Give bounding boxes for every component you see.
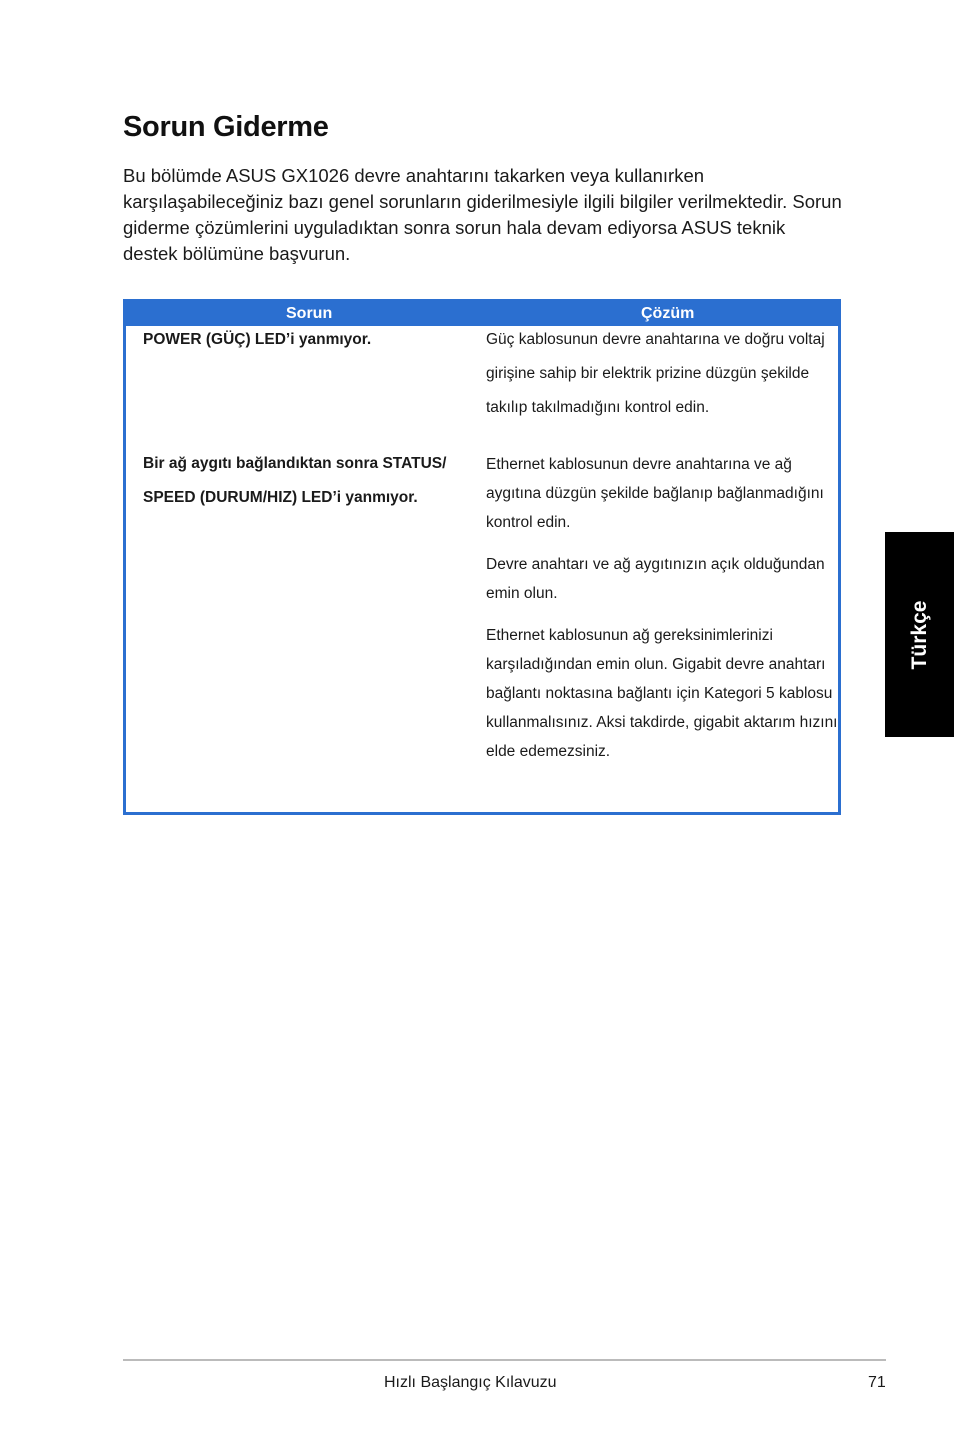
problem-cell-power: POWER (GÜÇ) LED’i yanmıyor.: [143, 331, 372, 348]
header-problem: Sorun: [286, 305, 333, 322]
solution-text: Ethernet kablosunun devre anahtarına ve ağ aygıtına düzgün şekilde bağlanıp bağlanmadığını kontrol edin.: [486, 456, 824, 531]
solution-text: Ethernet kablosunun ağ gereksinimlerinizi karşıladığından emin olun. Gigabit devre anahtarı bağlantı noktasına bağlantı için Kategori 5 kablosu kullanmalısınız. Aksi takdirde, gigabit aktarım hızını elde edemezsiniz.: [486, 627, 838, 760]
solution-cell-status: [486, 450, 841, 779]
intro-text: Bu bölümde ASUS GX1026 devre anahtarını takarken veya kullanırken karşılaşabileceğiniz bazı genel sorunların giderilmesiyle ilgili bilgiler verilmektedir. Sorun giderme çözümlerini uyguladıktan sonra sorun hala devam ediyorsa ASUS teknik destek bölümüne başvurun.: [123, 165, 842, 264]
language-label: Türkçe: [907, 600, 931, 669]
footer-title: Hızlı Başlangıç Kılavuzu: [384, 1374, 557, 1391]
header-solution: Çözüm: [641, 305, 695, 322]
troubleshooting-table: [123, 299, 841, 815]
intro-paragraph: [123, 163, 843, 267]
page-number: 71: [868, 1374, 886, 1391]
page-title: Sorun Giderme: [123, 111, 329, 144]
problem-cell-status: Bir ağ aygıtı bağlandıktan sonra STATUS/ SPEED (DURUM/HIZ) LED’i yanmıyor.: [143, 455, 447, 506]
footer-divider: [123, 1359, 886, 1361]
language-tab: [885, 532, 954, 737]
table-header-row: [126, 299, 838, 326]
solution-text: Devre anahtarı ve ağ aygıtınızın açık olduğundan emin olun.: [486, 556, 825, 602]
solution-cell-power: Güç kablosunun devre anahtarına ve doğru voltaj girişine sahip bir elektrik prizine düzgün şekilde takılıp takılmadığını kontrol edin.: [486, 331, 825, 416]
